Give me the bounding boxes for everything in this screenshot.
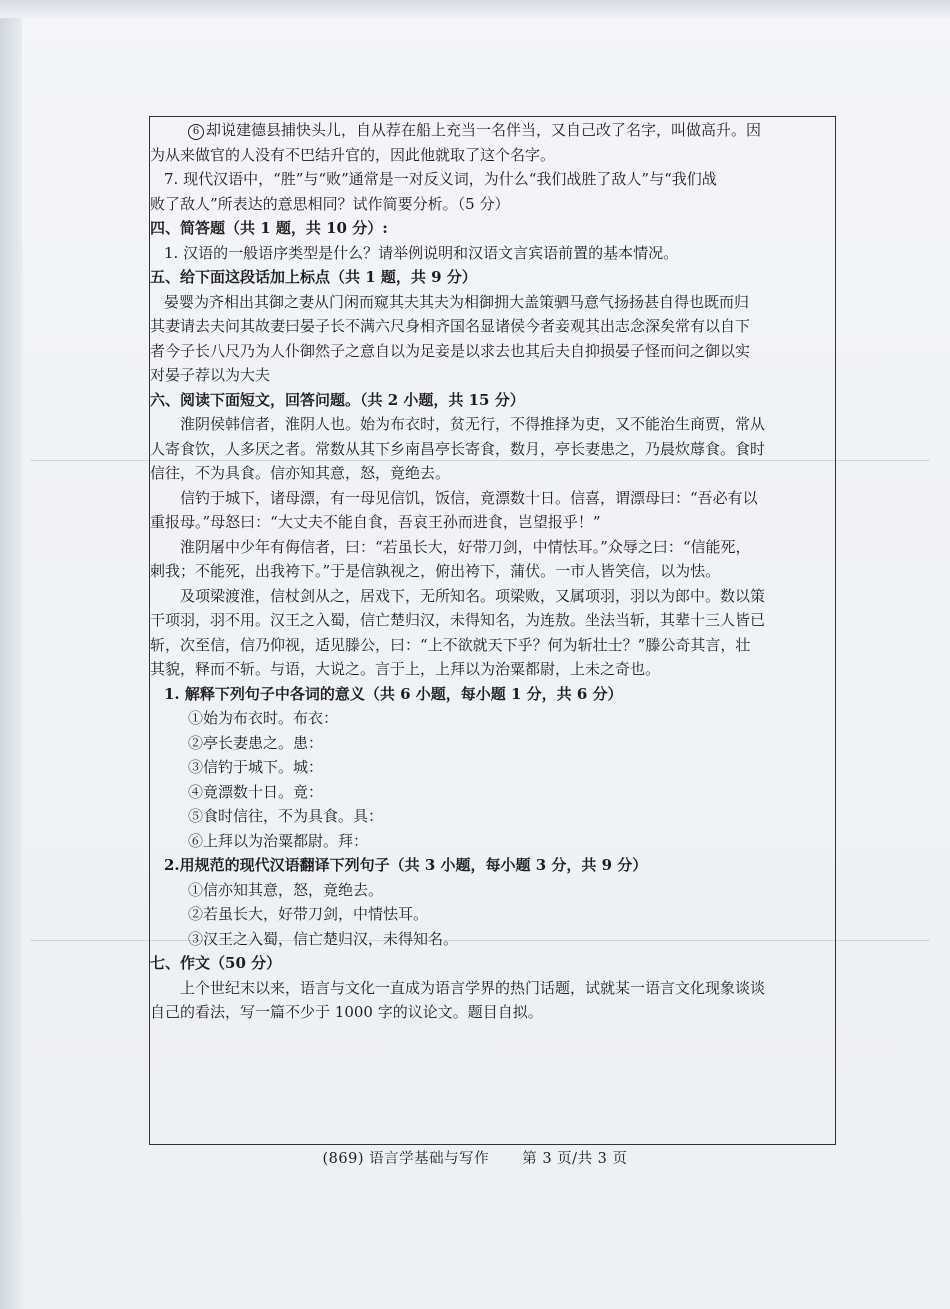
section-5-passage (150, 290, 830, 388)
punctuation-passage-line: 者今子长八尺乃为人仆御然子之意自以为足妾是以求去也其后夫自抑损晏子怪而问之御以实 (150, 341, 751, 360)
page-footer (0, 1147, 950, 1168)
passage-line: 信钓于城下，诸母漂，有一母见信饥，饭信，竟漂数十日。信喜，谓漂母曰：“吾必有以 (180, 488, 758, 507)
punctuation-passage-line: 其妻请去夫问其故妻曰晏子长不满六尺身相齐国名显诸侯今者妾观其出志念深矣常有以自下 (150, 317, 751, 335)
passage-line: 人寄食饮，人多厌之者。常数从其下乡南昌亭长寄食，数月，亭长妻患之，乃晨炊蓐食。食时 (150, 439, 766, 458)
section-4-title: 四、简答题（共 1 题，共 10 分）: (150, 219, 388, 237)
passage-line: 刺我；不能死，出我袴下。”于是信孰视之，俯出袴下，蒲伏。一市人皆笑信，以为怯。 (150, 562, 721, 580)
vocab-item: ④竟漂数十日。竟： (188, 782, 324, 801)
subquestion-2-title: 2.用规范的现代汉语翻译下列句子（共 3 小题，每小题 3 分，共 9 分） (164, 856, 648, 874)
passage-line: 淮阴屠中少年有侮信者，曰：“若虽长大，好带刀剑，中情怯耳。”众辱之曰：“信能死， (180, 537, 751, 556)
passage-line: 淮阴侯韩信者，淮阴人也。始为布衣时，贫无行，不得推择为吏，又不能治生商贾，常从 (180, 415, 766, 433)
subquestion-1-title: 1. 解释下列句子中各词的意义（共 6 小题，每小题 1 分，共 6 分） (164, 684, 623, 703)
footer-page-number: 第 3 页/共 3 页 (522, 1151, 628, 1167)
circled-number: 6 (188, 124, 204, 140)
question-6 (150, 118, 830, 143)
page-top-edge (0, 0, 950, 18)
punctuation-passage-line: 对晏子荐以为大夫 (150, 366, 271, 384)
footer-course: (869) 语言学基础与写作 (322, 1151, 490, 1167)
translation-item: ③汉王之入蜀，信亡楚归汉，未得知名。 (188, 929, 459, 948)
punctuation-passage-line: 晏婴为齐相出其御之妻从门闲而窥其夫其夫为相御拥大盖策驷马意气扬扬甚自得也既而归 (164, 292, 750, 311)
subquestion-1-items (150, 706, 830, 853)
vocab-item: ⑥上拜以为治粟都尉。拜： (188, 831, 369, 850)
section-7-prompt (150, 976, 830, 1025)
passage-line: 重报母。”母怒曰：“大丈夫不能自食，吾哀王孙而进食，岂望报乎！” (150, 513, 601, 531)
question-7-line1: 7. 现代汉语中，“胜”与“败”通常是一对反义词，为什么“我们战胜了敌人”与“我们战 (164, 170, 717, 188)
passage-line: 斩，次至信，信乃仰视，适见滕公，曰：“上不欲就天下乎？何为斩壮士？”滕公奇其言，壮 (150, 635, 751, 654)
passage-line: 干项羽，羽不用。汉王之入蜀，信亡楚归汉，未得知名，为连敖。坐法当斩，其辈十三人皆已 (150, 611, 766, 629)
section-5-title: 五、给下面这段话加上标点（共 1 题，共 9 分） (150, 268, 477, 286)
section-7-title: 七、作文（50 分） (150, 954, 282, 972)
passage-line: 信往，不为具食。信亦知其意，怒，竟绝去。 (150, 464, 451, 482)
vocab-item: ①始为布衣时。布衣： (188, 709, 339, 727)
question-6-text: 却说建德县捕快头儿，自从荐在船上充当一名伴当，又自己改了名字，叫做高升。因 (206, 121, 762, 139)
translation-item: ①信亦知其意，怒，竟绝去。 (188, 880, 384, 899)
essay-prompt-line: 上个世纪末以来，语言与文化一直成为语言学界的热门话题，试就某一语言文化现象谈谈 (180, 978, 766, 997)
section-4-question: 1. 汉语的一般语序类型是什么？请举例说明和汉语文言宾语前置的基本情况。 (164, 243, 679, 262)
exam-content (150, 118, 830, 1025)
passage-line: 及项梁渡淮，信杖剑从之，居戏下，无所知名。项梁败，又属项羽，羽以为郎中。数以策 (180, 586, 766, 605)
passage-line: 其貌，释而不斩。与语，大说之。言于上，上拜以为治粟都尉，上未之奇也。 (150, 660, 661, 678)
question-7-line2: 败了敌人”所表达的意思相同？试作简要分析。（5 分） (150, 194, 510, 213)
section-6-title: 六、阅读下面短文，回答问题。（共 2 小题，共 15 分） (150, 390, 525, 409)
reading-passage (150, 412, 830, 682)
essay-prompt-line: 自己的看法，写一篇不少于 1000 字的议论文。题目自拟。 (150, 1003, 543, 1021)
question-6-line2: 为从来做官的人没有不巴结升官的，因此他就取了这个名字。 (150, 145, 556, 164)
subquestion-2-items (150, 878, 830, 952)
vocab-item: ⑤食时信往，不为具食。具： (188, 807, 384, 825)
vocab-item: ③信钓于城下。城： (188, 758, 324, 776)
translation-item: ②若虽长大，好带刀剑，中情怯耳。 (188, 905, 429, 923)
vocab-item: ②亭长妻患之。患： (188, 733, 324, 752)
page-left-edge (0, 0, 22, 1309)
